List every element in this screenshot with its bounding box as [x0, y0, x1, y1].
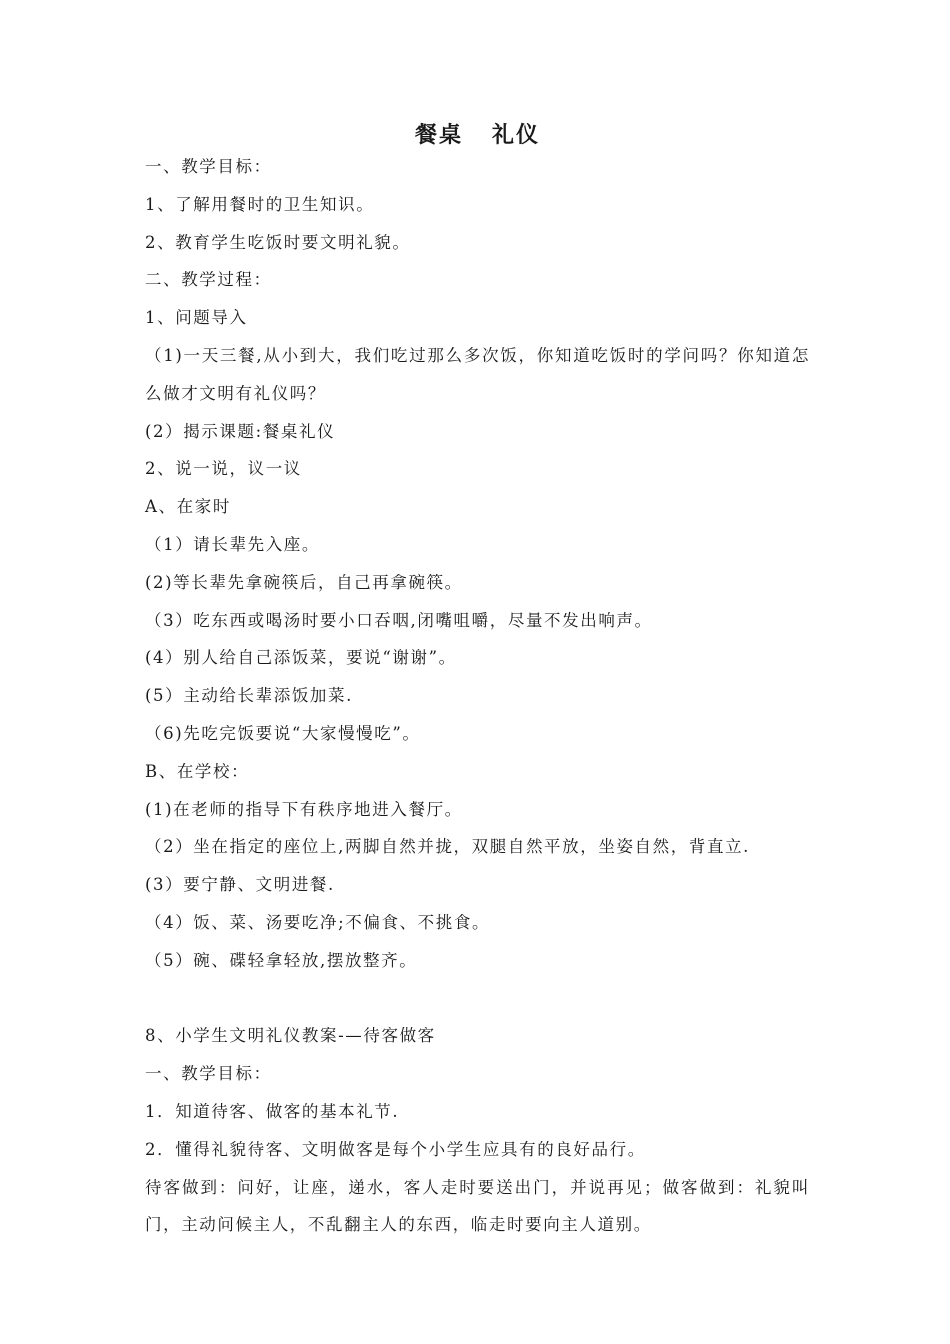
paragraph-line: 1、了解用餐时的卫生知识。 — [145, 194, 375, 214]
paragraph-line: 1、问题导入 — [145, 308, 248, 328]
section-title: 8、小学生文明礼仪教案-—待客做客 — [145, 1026, 436, 1046]
subsection-heading: A、在家时 — [145, 497, 231, 517]
list-item: （4）饭、菜、汤要吃净;不偏食、不挑食。 — [145, 912, 491, 932]
list-item: (5）主动给长辈添饭加菜. — [145, 686, 353, 706]
list-item: （2）坐在指定的座位上,两脚自然并拢，双腿自然平放，坐姿自然，背直立. — [145, 837, 750, 857]
section-heading: 一、教学目标： — [145, 157, 272, 176]
list-item: （6)先吃完饭要说“大家慢慢吃”。 — [145, 723, 421, 743]
document-title: 餐桌 礼仪 — [415, 122, 540, 148]
section-heading: 一、教学目标： — [145, 1064, 272, 1084]
paragraph-line: 2、教育学生吃饭时要文明礼貌。 — [145, 232, 411, 252]
list-item: (2)等长辈先拿碗筷后，自己再拿碗筷。 — [145, 572, 463, 592]
list-item: (3）要宁静、文明进餐. — [145, 875, 335, 895]
paragraph-wrapped: （1)一天三餐,从小到大，我们吃过那么多次饭，你知道吃饭时的学问吗？你知道怎么做才文明有礼仪吗？ — [145, 345, 810, 403]
subsection-heading: B、在学校： — [145, 761, 250, 781]
paragraph-line: 1．知道待客、做客的基本礼节. — [145, 1101, 400, 1121]
paragraph-line: 2．懂得礼貌待客、文明做客是每个小学生应具有的良好品行。 — [145, 1139, 646, 1159]
list-item: (1)在老师的指导下有秩序地进入餐厅。 — [145, 799, 463, 819]
document-body — [145, 148, 810, 1244]
paragraph-line: (2）揭示课题:餐桌礼仪 — [145, 421, 336, 441]
list-item: （1）请长辈先入座。 — [145, 534, 320, 554]
section-heading: 二、教学过程： — [145, 270, 272, 290]
list-item: （5）碗、碟轻拿轻放,摆放整齐。 — [145, 950, 418, 970]
list-item: （3）吃东西或喝汤时要小口吞咽,闭嘴咀嚼，尽量不发出响声。 — [145, 610, 653, 630]
blank-line — [145, 980, 810, 1018]
list-item: (4）别人给自己添饭菜，要说“谢谢”。 — [145, 648, 457, 668]
paragraph-wrapped: 待客做到：问好，让座，递水，客人走时要送出门，并说再见；做客做到：礼貌叫门，主动问候主人，不乱翻主人的东西，临走时要向主人道别。 — [145, 1177, 810, 1235]
paragraph-line: 2、说一说，议一议 — [145, 459, 302, 479]
